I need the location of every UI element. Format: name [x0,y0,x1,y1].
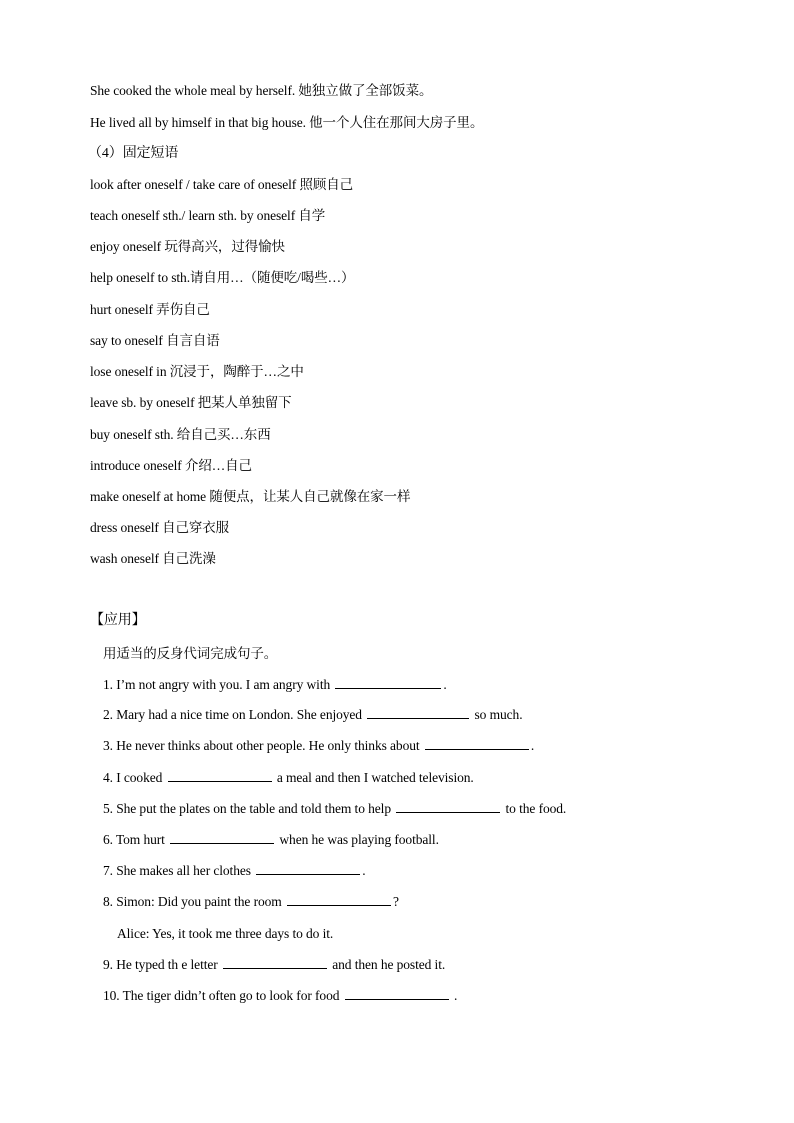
exercise-text: a meal and then I watched television. [276,770,474,785]
exercise-item [103,956,445,974]
exercise-text: . [453,988,458,1003]
exercise-text: 9. He typed th e letter [103,957,218,972]
phrase-item: buy oneself sth. 给自己买…东西 [90,427,271,442]
exercise-item [103,676,447,694]
section-heading: （4）固定短语 [88,146,179,161]
answer-blank[interactable] [256,862,360,875]
dialogue-reply: Alice: Yes, it took me three days to do it. [117,926,334,941]
exercise-text: 6. Tom hurt [103,832,165,847]
exercise-text: 7. She makes all her clothes [103,863,251,878]
exercise-text: 4. I cooked [103,770,163,785]
phrase-item: introduce oneself 介绍…自己 [90,458,252,473]
exercise-text: 8. Simon: Did you paint the room [103,894,282,909]
exercise-item [103,769,474,787]
exercise-item [103,987,457,1005]
exercise-text: ? [392,894,399,909]
answer-blank[interactable] [425,737,529,750]
example-sentence: She cooked the whole meal by herself. 她独立做了全部饭菜。 [90,83,433,98]
phrase-item: help oneself to sth.请自用…（随便吃/喝些…） [90,270,355,285]
exercise-item [103,893,399,911]
phrase-item: say to oneself 自言自语 [90,333,220,348]
phrase-item: leave sb. by oneself 把某人单独留下 [90,395,292,410]
exercise-item [103,737,534,755]
phrase-item: make oneself at home 随便点，让某人自己就像在家一样 [90,489,411,504]
exercise-item [103,862,365,880]
application-title: 【应用】 [90,613,146,628]
exercise-item [103,831,439,849]
example-sentence: He lived all by himself in that big house. 他一个人住在那间大房子里。 [90,115,484,130]
phrase-item: enjoy oneself 玩得高兴，过得愉快 [90,239,285,254]
phrase-item: lose oneself in 沉浸于，陶醉于…之中 [90,364,304,379]
exercise-item [103,706,522,724]
exercise-text: 1. I’m not angry with you. I am angry with [103,677,331,692]
answer-blank[interactable] [168,769,272,782]
exercise-text: 2. Mary had a nice time on London. She enjoyed [103,707,362,722]
exercise-text: . [530,738,535,753]
exercise-text: when he was playing football. [279,832,439,847]
answer-blank[interactable] [223,956,327,969]
phrase-item: wash oneself 自己洗澡 [90,551,216,566]
exercise-text: . [443,677,447,692]
phrase-item: look after oneself / take care of oneself 照顾自己 [90,177,354,192]
phrase-item: dress oneself 自己穿衣服 [90,520,230,535]
exercise-text: . [362,863,366,878]
answer-blank[interactable] [287,893,391,906]
answer-blank[interactable] [396,800,500,813]
answer-blank[interactable] [345,987,449,1000]
exercise-text: so much. [474,707,523,722]
answer-blank[interactable] [367,706,469,719]
exercise-item [103,800,566,818]
exercise-text: to the food. [505,801,567,816]
exercise-text: 10. The tiger didn’t often go to look for food [103,988,340,1003]
exercise-text: and then he posted it. [332,957,446,972]
phrase-item: teach oneself sth./ learn sth. by oneself 自学 [90,208,326,223]
application-instruction: 用适当的反身代词完成句子。 [103,646,278,661]
answer-blank[interactable] [170,831,274,844]
answer-blank[interactable] [335,676,441,689]
phrase-item: hurt oneself 弄伤自己 [90,302,210,317]
exercise-text: 3. He never thinks about other people. He only thinks about [103,738,420,753]
exercise-text: 5. She put the plates on the table and told them to help [103,801,391,816]
